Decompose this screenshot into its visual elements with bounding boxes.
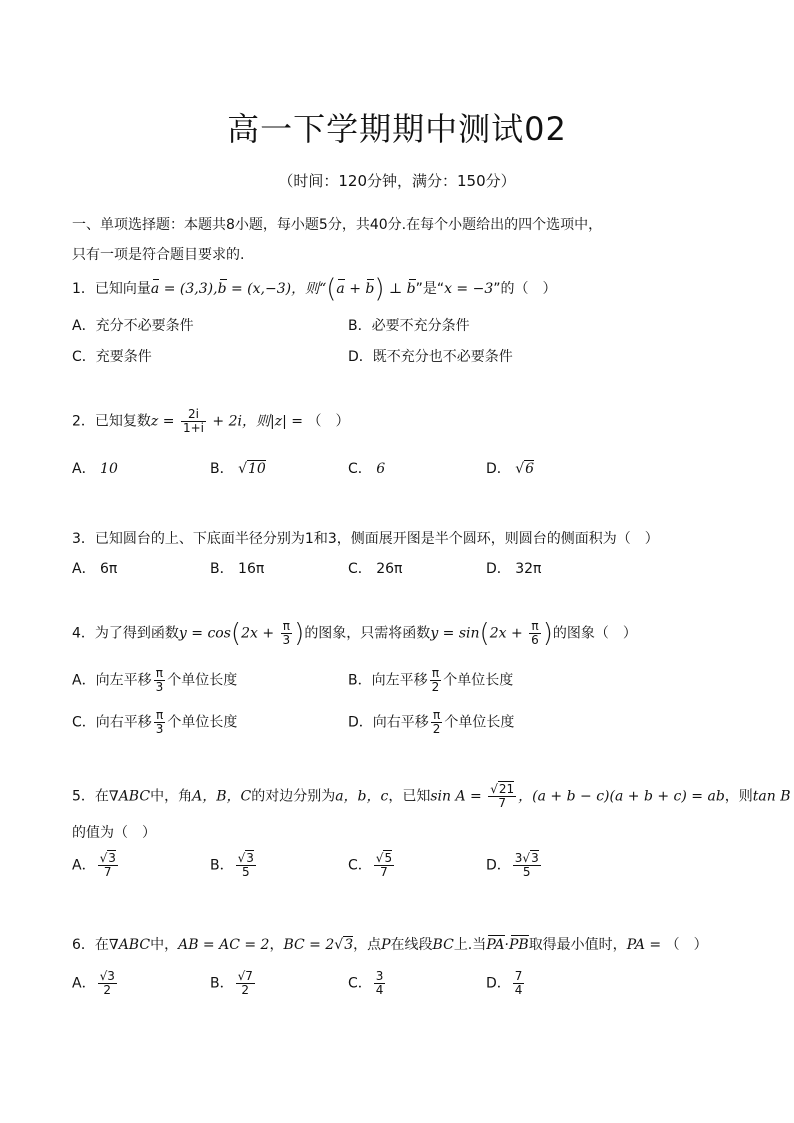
q6-t4: 在线段 <box>390 937 433 953</box>
q5-a-den: 7 <box>103 865 112 879</box>
q1-perp: ⊥ <box>384 281 407 297</box>
question-5-stem-line1 <box>72 783 791 810</box>
q6-point-p: P <box>381 937 391 953</box>
q6-prefix: 6．在 <box>72 937 109 953</box>
q3-option-c[interactable]: C． 26π <box>348 561 403 577</box>
q5-prefix: 5．在 <box>72 788 109 805</box>
q5-c-frac <box>374 852 394 879</box>
q2-a-value: 10 <box>100 461 118 477</box>
q6-option-a[interactable] <box>72 970 119 997</box>
q4-prefix: 4．为了得到函数 <box>72 625 179 642</box>
vector-b-2: b <box>365 281 375 297</box>
q4-arg1: 2x + <box>241 625 279 642</box>
q5-b-num: √3 <box>237 851 254 865</box>
q5-b-label: B． <box>210 857 234 874</box>
question-2-stem <box>72 408 349 435</box>
q4-a-post: 个单位长度 <box>167 672 238 689</box>
question-5-stem-line2: 的值为（ ） <box>72 825 156 841</box>
q6-option-d[interactable] <box>486 970 526 997</box>
q4-c-post: 个单位长度 <box>167 714 238 731</box>
q4-d-den: 2 <box>432 722 441 736</box>
q5-num: √21 <box>490 782 515 796</box>
q4-c-frac <box>154 709 166 736</box>
q2-fraction <box>181 408 206 435</box>
q4-pi-1: π <box>281 620 293 634</box>
q2-b-sqrt: √ <box>238 461 247 477</box>
q4-b-post: 个单位长度 <box>443 672 514 689</box>
q2-a-label: A． <box>72 461 96 477</box>
q4-b-frac <box>430 667 442 694</box>
q5-t3: ，已知 <box>388 788 431 805</box>
q2-option-d[interactable] <box>486 458 534 478</box>
q2-rest: + 2i，则 <box>207 413 270 430</box>
q6-c2: BC = 2 <box>283 937 335 953</box>
q6-d-den: 4 <box>514 983 523 997</box>
q2-option-a[interactable] <box>72 458 118 478</box>
q1-option-a[interactable]: A．充分不必要条件 <box>72 318 194 334</box>
vector-pb: PB <box>508 937 529 953</box>
q1-end: ”的（ ） <box>493 281 557 297</box>
q2-c-label: C． <box>348 461 372 477</box>
q4-a-den: 3 <box>155 680 164 694</box>
q6-t5: 上.当 <box>453 937 487 953</box>
q1-plus: + <box>344 281 366 297</box>
q5-num-value: 21 <box>498 782 515 796</box>
q6-a-num: √3 <box>99 969 115 983</box>
q4-a-frac <box>154 667 166 694</box>
q2-d-sqrt: √ <box>515 461 525 477</box>
q5-a-frac <box>98 852 118 879</box>
exam-title: 高一下学期期中测试02 <box>227 110 567 148</box>
q4-pi-2: π <box>529 620 541 634</box>
q5-angles: A，B，C <box>192 788 252 805</box>
q5-d-num-value: 3 <box>531 851 539 865</box>
q5-option-c[interactable] <box>348 852 396 879</box>
q3-option-a[interactable]: A． 6π <box>72 561 118 577</box>
q4-arg2: 2x + <box>489 625 528 642</box>
q2-c-value: 6 <box>376 461 386 477</box>
q6-t2: ， <box>269 937 284 953</box>
q3-option-d[interactable]: D． 32π <box>486 561 542 577</box>
q6-c-frac <box>374 970 386 997</box>
q4-option-b[interactable] <box>348 667 513 694</box>
q5-d-frac <box>513 852 541 879</box>
question-4-stem <box>72 620 637 647</box>
q4-b-num: π <box>430 667 442 681</box>
q5-d-den: 5 <box>522 865 531 879</box>
q5-d-coef: 3 <box>514 851 523 865</box>
q4-option-a[interactable] <box>72 667 237 694</box>
q2-option-c[interactable] <box>348 458 385 478</box>
q5-b-num-value: 3 <box>246 851 254 865</box>
question-1-stem <box>72 276 557 302</box>
q4-d-frac <box>431 709 443 736</box>
q1-option-c[interactable]: C．充要条件 <box>72 349 152 365</box>
q6-c2-radicand: 3 <box>344 937 354 953</box>
q4-option-d[interactable] <box>348 709 514 736</box>
q6-b-den: 2 <box>241 983 250 997</box>
q2-prefix: 2．已知复数 <box>72 413 151 430</box>
q5-c-num: √5 <box>375 851 393 865</box>
q2-denominator: 1+i <box>182 421 204 435</box>
q5-a-label: A． <box>72 857 96 874</box>
q4-y2: y = sin <box>430 625 480 642</box>
question-3-stem: 3．已知圆台的上、下底面半径分别为1和3，侧面展开图是半个圆环，则圆台的侧面积为（ ） <box>72 531 659 547</box>
q4-option-c[interactable] <box>72 709 237 736</box>
q2-b-value: 10 <box>247 461 266 477</box>
q6-segment-bc: BC <box>432 937 454 953</box>
q5-t4: ，则 <box>724 788 753 805</box>
q6-end: = （ ） <box>644 937 708 953</box>
vector-b-3: b <box>406 281 416 297</box>
q4-frac-1 <box>281 620 293 647</box>
q6-pa: PA <box>626 937 645 953</box>
q6-a-frac <box>98 970 117 997</box>
q6-b-num: √7 <box>237 969 253 983</box>
q4-b-pre: B．向左平移 <box>348 672 428 689</box>
q4-d-num: π <box>431 709 443 723</box>
q6-t1: 中， <box>150 937 179 953</box>
q6-c1: AB = AC = 2 <box>178 937 270 953</box>
q5-d-label: D． <box>486 857 511 874</box>
q1-option-d[interactable]: D．既不充分也不必要条件 <box>348 349 513 365</box>
q1-eq2: = (x,−3)，则“ <box>226 281 327 297</box>
q4-d-pre: D．向右平移 <box>348 714 429 731</box>
q5-condition: ，(a + b − c)(a + b + c) = ab <box>518 788 725 805</box>
q2-abs: |z| <box>270 413 287 430</box>
q5-d-num: 3√3 <box>514 851 539 865</box>
q5-sides: a，b，c <box>335 788 389 805</box>
exam-subtitle: （时间：120分钟，满分：150分） <box>278 172 516 190</box>
q4-a-pre: A．向左平移 <box>72 672 152 689</box>
q1-option-b[interactable]: B．必要不充分条件 <box>348 318 470 334</box>
q4-paren-close-1: ) <box>294 618 305 649</box>
q4-paren-open-1: ( <box>230 618 242 649</box>
q5-c-den: 7 <box>380 865 388 879</box>
vector-a-2: a <box>336 281 345 297</box>
q4-frac-2 <box>529 620 541 647</box>
q6-d-num: 7 <box>514 969 523 983</box>
q6-b-label: B． <box>210 975 234 992</box>
q5-t1: 中，角 <box>150 788 193 805</box>
q5-b-den: 5 <box>241 865 250 879</box>
vector-pa: PA <box>486 937 505 953</box>
q2-z: z <box>150 413 159 430</box>
q6-t6: 取得最小值时， <box>528 937 627 953</box>
vector-b: b <box>217 281 227 297</box>
q6-a-label: A． <box>72 975 96 992</box>
q2-b-label: B． <box>210 461 234 477</box>
q6-option-b[interactable] <box>210 970 257 997</box>
q4-c-den: 3 <box>155 722 164 736</box>
question-6-stem <box>72 934 708 954</box>
q4-paren-open-2: ( <box>479 618 490 649</box>
q5-a-num-value: 3 <box>108 851 116 865</box>
q4-c-pre: C．向右平移 <box>72 714 152 731</box>
q1-prefix: 1．已知向量 <box>72 281 151 297</box>
q4-mid: 的图象，只需将函数 <box>304 625 431 642</box>
q1-eq1: = (3,3), <box>159 281 218 297</box>
q2-end: = （ ） <box>286 413 350 430</box>
q6-c-label: C． <box>348 975 372 992</box>
q4-a-num: π <box>154 667 166 681</box>
q5-sinA: sin A = <box>430 788 487 805</box>
q4-paren-close-2: ) <box>542 618 553 649</box>
q4-end: 的图象（ ） <box>552 625 637 642</box>
q6-dot: · <box>504 937 509 953</box>
q6-d-frac <box>513 970 525 997</box>
q2-numerator: 2i <box>181 408 206 422</box>
q6-option-c[interactable] <box>348 970 387 997</box>
q1-close-paren: ) <box>374 274 385 304</box>
vector-a: a <box>150 281 160 297</box>
q4-b-den: 2 <box>431 680 440 694</box>
q5-tanB: tan B <box>752 788 791 805</box>
q6-b-frac <box>236 970 255 997</box>
q4-c-num: π <box>154 709 166 723</box>
q5-den: 7 <box>498 796 507 810</box>
q4-den-3: 3 <box>282 633 291 647</box>
q2-d-value: 6 <box>525 461 535 477</box>
q1-open-paren: ( <box>326 274 337 304</box>
q5-triangle: ∇ABC <box>108 788 151 805</box>
q6-c-num: 3 <box>375 969 384 983</box>
q5-frac <box>488 783 516 810</box>
q6-triangle: ∇ABC <box>108 937 151 953</box>
section-heading-line2: 只有一项是符合题目要求的. <box>72 247 245 263</box>
q5-b-frac <box>236 852 256 879</box>
q6-c2-sqrt: √3 <box>334 937 354 953</box>
q4-d-post: 个单位长度 <box>444 714 515 731</box>
q5-option-d[interactable] <box>486 852 543 879</box>
q6-d-label: D． <box>486 975 511 992</box>
q6-a-den: 2 <box>103 983 112 997</box>
q1-condition: x = −3 <box>444 281 494 297</box>
q5-option-b[interactable] <box>210 852 258 879</box>
q5-a-num: √3 <box>99 851 116 865</box>
q3-option-b[interactable]: B． 16π <box>210 561 265 577</box>
q5-t2: 的对边分别为 <box>251 788 336 805</box>
section-heading-line1: 一、单项选择题：本题共8小题，每小题5分，共40分.在每个小题给出的四个选项中， <box>72 217 603 233</box>
q2-eq: = <box>158 413 179 430</box>
q5-option-a[interactable] <box>72 852 120 879</box>
q4-y1: y = cos <box>178 625 231 642</box>
q6-c-den: 4 <box>375 983 384 997</box>
q1-mid: ”是“ <box>415 281 445 297</box>
q5-c-label: C． <box>348 857 372 874</box>
q6-t3: ，点 <box>353 937 382 953</box>
q2-d-label: D． <box>486 461 511 477</box>
q2-option-b[interactable] <box>210 458 266 478</box>
q4-den-6: 6 <box>531 633 539 647</box>
q5-c-num-value: 5 <box>384 851 393 865</box>
